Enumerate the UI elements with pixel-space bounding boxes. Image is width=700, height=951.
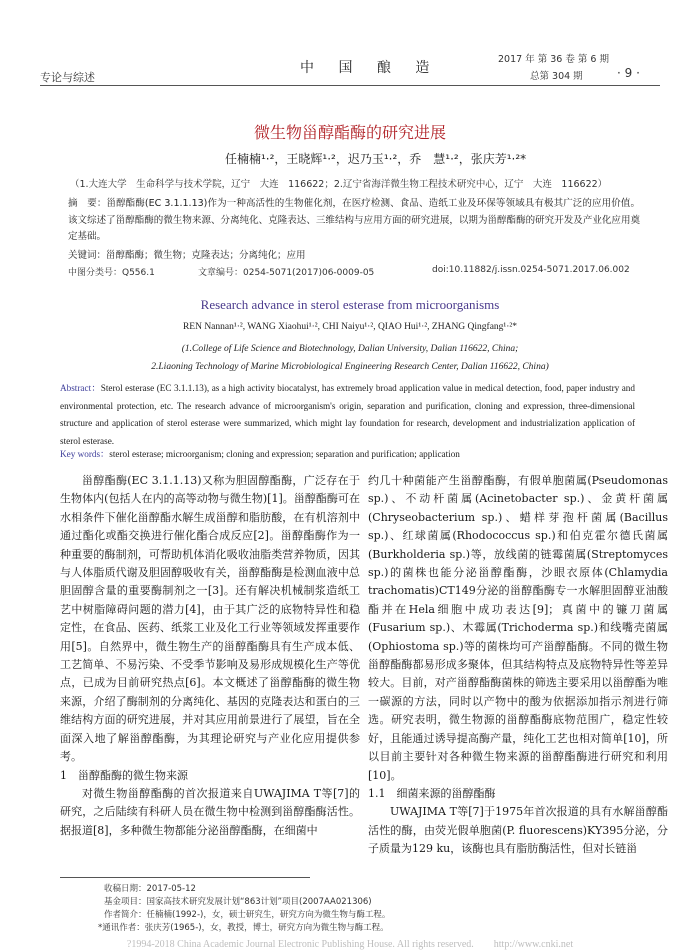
- section-heading: 1.1 细菌来源的甾醇酯酶: [368, 786, 496, 800]
- abstract-en-text: Sterol esterase (EC 3.1.1.13), as a high activity biocatalyst, has extremely broad application value in medical detection, food, paper industry and environmental protection, etc. The research advance of microorganism's origin, separation and purification, cloning and expression, three-dimensional structure and application of sterol esterase were summarized, which might lay foundation for research, development and industrialization application of sterol esterase.: [60, 383, 635, 446]
- footnote-rule: [60, 877, 310, 878]
- keywords-en-text: sterol esterase; microorganism; cloning and expression; separation and purification; application: [109, 449, 460, 459]
- header-rule: [40, 85, 660, 86]
- issue-info: 2017 年 第 36 卷 第 6 期: [498, 54, 609, 65]
- total-issue: 总第 304 期: [530, 71, 583, 82]
- title-en: Research advance in sterol esterase from microorganisms: [200, 297, 500, 312]
- article-number: 文章编号：0254-5071(2017)06-0009-05: [198, 268, 375, 278]
- page-number: · 9 ·: [617, 66, 640, 80]
- body-paragraph: 对微生物甾醇酯酶的首次报道来自UWAJIMA T等[7]的研究，之后陆续有科研人员在微生物中检测到甾醇酯酶活性。据报道[8]，多种微生物都能分泌甾醇酯酶，在细菌中: [60, 786, 360, 837]
- body-paragraph: 甾醇酯酶(EC 3.1.1.13)又称为胆固醇酯酶，广泛存在于生物体内(包括人在内的高等动物与微生物)[1]。甾醇酯酶可在水相条件下催化甾醇酯水解生成甾醇和脂肪酸，在有机溶剂中通过酯化或酯交换进行催化酯合成反应[2]。甾醇酯酶作为一种重要的酶制剂，可帮助机体消化吸收油脂类营养物质，因其与人体脂质代谢及胆固醇吸收有关，甾醇酯酶是检测血液中总胆固醇含量的重要酶制剂之一[3]。还有解决机械制浆造纸工艺中树脂障碍问题的潜力[4]，由于其广泛的底物特异性和稳定性，在食品、医药、纸浆工业及化工行业等领域发挥重要作用[5]。自然界中，微生物生产的甾醇酯酶具有生产成本低、工艺简单、不易污染、不受季节影响及易形成规模化生产等优点，已成为目前研究热点[6]。本文概述了甾醇酯酶的微生物来源，介绍了酶制剂的分离纯化、基因的克隆表达和蛋白的三维结构方面的研究进展，并对其应用前景进行了展望，旨在全面深入地了解甾醇酯酶，为其理论研究与产业化应用提供参考。: [60, 474, 360, 764]
- keywords-cn: 关键词：甾醇酯酶；微生物；克隆表达；分离纯化；应用: [68, 250, 306, 261]
- footnote-corresponding: *通讯作者：张庆芳(1965-)，女，教授，博士，研究方向为微生物与酶工程。: [98, 923, 389, 933]
- footnote-author: 作者简介：任楠楠(1992-)，女，硕士研究生，研究方向为微生物与酶工程。: [104, 910, 391, 920]
- body-paragraph: UWAJIMA T等[7]于1975年首次报道的具有水解甾醇酯活性的酶，由荧光假单胞菌(P. fluorescens)KY395分泌，分子质量为129 ku，该酶也具有脂肪酶活性，但对长链甾: [368, 805, 668, 856]
- authors-cn: 任楠楠¹·²，王晓辉¹·²，迟乃玉¹·²，乔 慧¹·²，张庆芳¹·²*: [225, 152, 527, 166]
- abstract-en-label: Abstract：: [60, 383, 101, 393]
- authors-en: REN Nannan¹·², WANG Xiaohui¹·², CHI Naiyu¹·², QIAO Hui¹·², ZHANG Qingfang¹·²*: [182, 322, 518, 332]
- section-label: 专论与综述: [40, 71, 95, 84]
- body-paragraph: 约几十种菌能产生甾醇酯酶，有假单胞菌属(Pseudomonas sp.)、不动杆菌属(Acinetobacter sp.)、金黄杆菌属(Chryseobacterium sp.)、蜡样芽孢杆菌属(Bacillus sp.)、红球菌属(Rhodococcus sp.)和伯克霍尔德氏菌属(Burkholderia sp.)等，放线菌的链霉菌属(Streptomyces sp.)的菌株也能分泌甾醇酯酶，沙眼衣原体(Chlamydia trachomatis)CT149分泌的甾醇酯酶专一水解胆固醇亚油酸酯并在Hela细胞中成功表达[9]；真菌中的镰刀菌属(Fusarium sp.)、木霉属(Trichoderma sp.)和线嘴壳菌属(Ophiostoma sp.)等的菌株均可产甾醇酯酶。不同的微生物甾醇酯酶都易形成多聚体，但其结构特点及底物特异性等差异较大。目前，对产甾醇酯酶菌株的筛选主要采用以甾醇酯为唯一碳源的方法，同时以产物中的酸为依据添加指示剂进行筛选。研究表明，微生物源的甾醇酯酶底物范围广，稳定性较好，且能通过诱导提高酶产量，纯化工艺也相对简单[10]，所以目前主要针对各种微生物来源的甾醇酯酶进行研究和利用[10]。: [368, 474, 668, 782]
- abstract-en: [60, 380, 635, 450]
- copyright-notice: ?1994-2018 China Academic Journal Electronic Publishing House. All rights reserved. http://www.cnki.net: [126, 939, 574, 950]
- section-heading: 1 甾醇酯酶的微生物来源: [60, 768, 188, 782]
- footnote-received: 收稿日期：2017-05-12: [104, 884, 196, 894]
- title-cn: 微生物甾醇酯酶的研究进展: [253, 123, 446, 142]
- keywords-en: [60, 446, 460, 460]
- body-column-left: [60, 472, 360, 840]
- journal-name: 中 国 酿 造: [300, 60, 440, 76]
- affiliation-en-2: 2.Liaoning Technology of Marine Microbiological Engineering Research Center, Dalian 116622, China): [151, 362, 549, 372]
- affiliation-cn: （1.大连大学 生命科学与技术学院，辽宁 大连 116622；2.辽宁省海洋微生物工程技术研究中心，辽宁 大连 116622）: [70, 179, 608, 190]
- abstract-cn: 摘 要：甾醇酯酶(EC 3.1.1.13)作为一种高活性的生物催化剂，在医疗检测、食品、造纸工业及环保等领域具有极其广泛的应用价值。该文综述了甾醇酯酶的微生物来源、分离纯化、克隆表达、三维结构与应用方面的研究进展，以期为甾醇酯酶的研究开发及产业化应用奠定基础。: [68, 198, 640, 242]
- body-column-right: [368, 472, 668, 859]
- clc-number: 中图分类号：Q556.1: [68, 268, 155, 278]
- footnote-fund: 基金项目：国家高技术研究发展计划“863计划”项目(2007AA021306): [104, 897, 372, 907]
- keywords-en-label: Key words：: [60, 449, 110, 459]
- doi[interactable]: doi:10.11882/j.issn.0254-5071.2017.06.002: [432, 265, 630, 275]
- affiliation-en-1: (1.College of Life Science and Biotechnology, Dalian University, Dalian 116622, China;: [181, 344, 519, 354]
